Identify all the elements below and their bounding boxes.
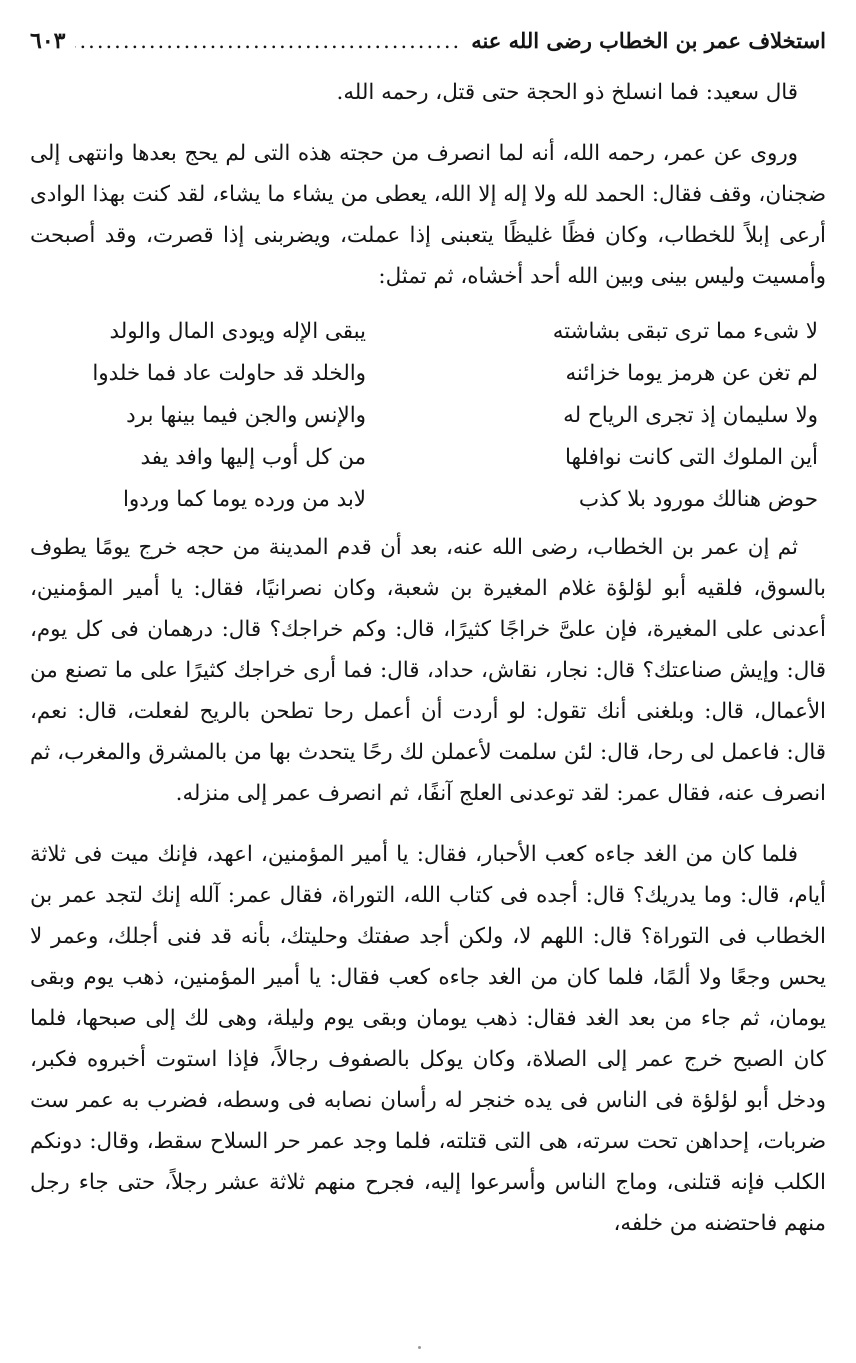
running-header (30, 28, 826, 72)
verse-second-hemistich: والخلد قد حاولت عاد فما خلدوا (92, 361, 366, 386)
header-leader-dots (75, 29, 461, 53)
verse-first-hemistich: أين الملوك التى كانت نوافلها (564, 445, 818, 470)
poem-verse (30, 353, 826, 395)
paragraph-intro-1: قال سعيد: فما انسلخ ذو الحجة حتى قتل، رحمه الله. (336, 80, 798, 105)
verse-second-hemistich: والإنس والجن فيما بينها برد (126, 403, 366, 428)
poem-verse (30, 395, 826, 437)
verse-second-hemistich: يبقى الإله ويودى المال والولد (109, 319, 366, 344)
poem-verse (30, 311, 826, 353)
poem (30, 311, 826, 521)
poem-verse (30, 479, 826, 521)
paragraph-main-1: ثم إن عمر بن الخطاب، رضى الله عنه، بعد أن قدم المدينة من حجه خرج يومًا يطوف بالسوق، فلقيه أبو لؤلؤة غلام المغيرة بن شعبة، وكان نصرانيًا، فقال: يا أمير المؤمنين، أعدنى على المغيرة، فإن علىَّ خراجًا كثيرًا، قال: وكم خراجك؟ قال: درهمان فى كل يوم، قال: وإيش صناعتك؟ قال: نجار، نقاش، حداد، قال: فما أرى خراجك كثيرًا على ما تصنع من الأعمال، قال: وبلغنى أنك تقول: لو أردت أن أعمل رحا تطحن بالريح لفعلت، قال: نعم، قال: فاعمل لى رحا، قال: لئن سلمت لأعملن لك رحًا يتحدث بها من بالمشرق والمغرب، ثم انصرف عنه، فقال عمر: لقد توعدنى العلج آنفًا، ثم انصرف عمر إلى منزله. (30, 535, 826, 806)
verse-first-hemistich: ولا سليمان إذ تجرى الرياح له (563, 403, 818, 428)
document-page (30, 28, 826, 1338)
page-number: ٦٠٣ (30, 28, 66, 54)
page-mark (418, 1346, 421, 1349)
chapter-title: استخلاف عمر بن الخطاب رضى الله عنه (471, 28, 826, 53)
poem-verse (30, 437, 826, 479)
verse-first-hemistich: لا شىء مما ترى تبقى بشاشته (552, 319, 818, 344)
verse-second-hemistich: من كل أوب إليها وافد يفد (140, 445, 366, 470)
paragraph-main-2: فلما كان من الغد جاءه كعب الأحبار، فقال: يا أمير المؤمنين، اعهد، فإنك ميت فى ثلاثة أيام، قال: وما يدريك؟ قال: أجده فى كتاب الله، التوراة، فقال عمر: آلله إنك لتجد عمر بن الخطاب فى التوراة؟ قال: اللهم لا، ولكن أجد صفتك وحليتك، بأنه قد فنى أجلك، وعمر لا يحس وجعًا ولا ألمًا، فلما كان من الغد جاءه كعب فقال: يا أمير المؤمنين، ذهب يوم وبقى يومان، ثم جاء من بعد الغد فقال: ذهب يومان وبقى يوم وليلة، وهى لك إلى صبحها، فلما كان الصبح خرج عمر إلى الصلاة، وكان يوكل بالصفوف رجالاً، فإذا استوت أخبروه فكبر، ودخل أبو لؤلؤة فى الناس فى يده خنجر له رأسان نصابه فى وسطه، فضرب به عمر ست ضربات، إحداهن تحت سرته، هى التى قتلته، فلما وجد عمر حر السلاح سقط، وقال: دونكم الكلب فإنه قتلنى، وماج الناس وأسرعوا إليه، فجرح منهم ثلاثة عشر رجلاً، حتى جاء رجل منهم فاحتضنه من خلفه، (30, 842, 826, 1236)
verse-first-hemistich: لم تغن عن هرمز يوما خزائنه (565, 361, 818, 386)
paragraph-intro-2: وروى عن عمر، رحمه الله، أنه لما انصرف من حجته هذه التى لم يحج بعدها وانتهى إلى ضجنان، وقف فقال: الحمد لله ولا إله إلا الله، يعطى من يشاء ما يشاء، لقد كنت بهذا الوادى أرعى إبلاً للخطاب، وكان فظًا غليظًا يتعبنى إذا عملت، ويضربنى إذا قصرت، وقد أصبحت وأمسيت وليس بينى وبين الله أحد أخشاه، ثم تمثل: (29, 141, 826, 289)
verse-first-hemistich: حوض هنالك مورود بلا كذب (578, 487, 818, 512)
verse-second-hemistich: لابد من ورده يوما كما وردوا (122, 487, 366, 512)
